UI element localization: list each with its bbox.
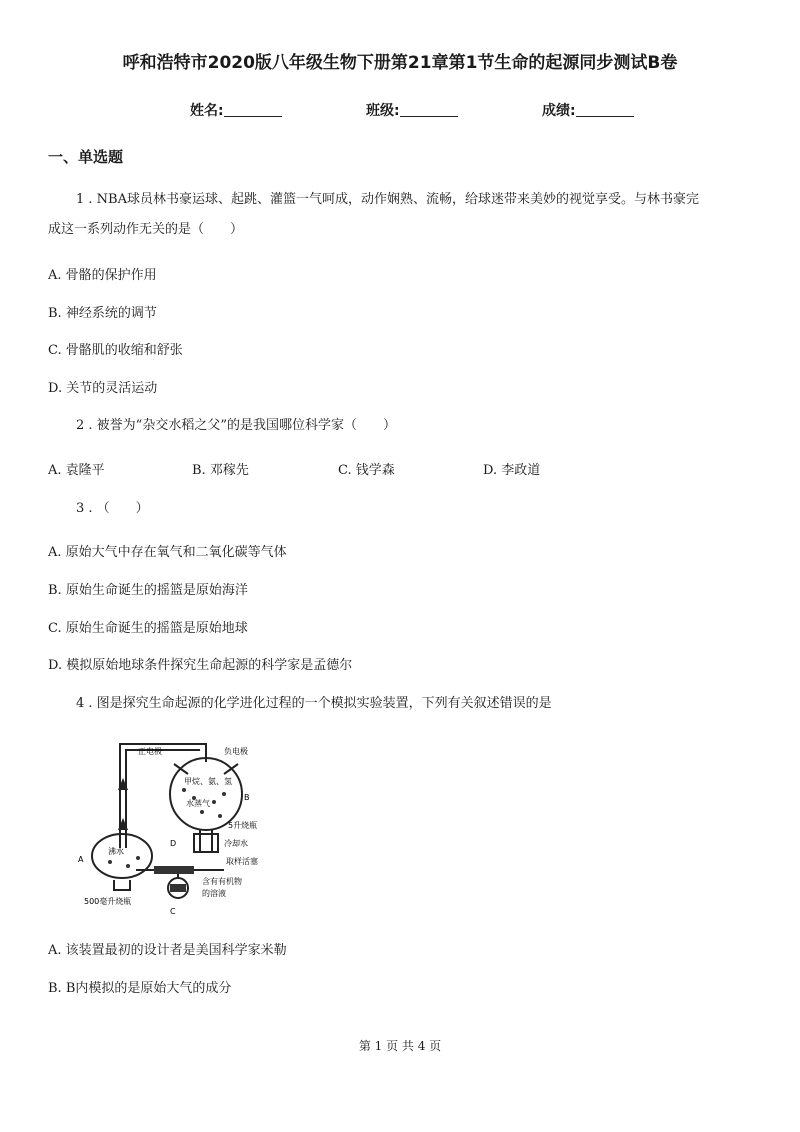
label-flask-500ml: 500毫升烧瓶: [84, 897, 132, 906]
apparatus-drawing: [74, 738, 304, 918]
question-2-option-b: B. 邓稼先: [192, 463, 249, 478]
section-heading: 一、单选题: [48, 148, 124, 166]
class-field: [366, 100, 458, 120]
question-1-option-a: A. 骨骼的保护作用: [48, 268, 157, 283]
question-2-option-c: C. 钱学森: [338, 463, 395, 478]
question-4-option-a: A. 该装置最初的设计者是美国科学家米勒: [48, 943, 287, 958]
label-gases: 甲烷、氨、氢: [184, 777, 232, 786]
question-1-stem-line1: 1 . NBA球员林书豪运球、起跳、灌篮一气呵成，动作娴熟、流畅，给球迷带来美妙的视觉享受。与林书豪完: [76, 192, 699, 207]
label-sampling-valve: 取样活塞: [226, 857, 258, 866]
label-cooling-water: 冷却水: [224, 839, 248, 848]
label-b: B: [244, 793, 250, 802]
question-1-option-d: D. 关节的灵活运动: [48, 381, 158, 396]
class-label: 班级:: [366, 103, 400, 119]
question-2-option-d: D. 李政道: [483, 463, 541, 478]
question-2-stem: 2 . 被誉为“杂交水稻之父”的是我国哪位科学家（ ）: [76, 418, 396, 433]
question-3-option-d: D. 模拟原始地球条件探究生命起源的科学家是孟德尔: [48, 658, 353, 673]
question-3-option-c: C. 原始生命诞生的摇篮是原始地球: [48, 621, 248, 636]
question-4-option-b: B. B内模拟的是原始大气的成分: [48, 981, 232, 996]
score-blank: [576, 102, 634, 117]
name-field: [190, 100, 282, 120]
miller-experiment-diagram: [74, 738, 304, 918]
score-label: 成绩:: [542, 103, 576, 119]
question-2-option-a: A. 袁隆平: [48, 463, 105, 478]
label-water-vapor: 水蒸气: [186, 799, 210, 808]
question-4-stem: 4 . 图是探究生命起源的化学进化过程的一个模拟实验装置，下列有关叙述错误的是: [76, 696, 552, 711]
label-organic-solution-1: 含有有机物: [202, 877, 242, 886]
question-1-option-b: B. 神经系统的调节: [48, 306, 157, 321]
question-3-option-a: A. 原始大气中存在氧气和二氧化碳等气体: [48, 545, 287, 560]
question-3-option-b: B. 原始生命诞生的摇篮是原始海洋: [48, 583, 248, 598]
question-3-stem: 3 . （ ）: [76, 501, 149, 516]
label-boiling-water: 沸水: [108, 847, 124, 856]
label-neg-electrode: 负电极: [224, 747, 248, 756]
class-blank: [400, 102, 458, 117]
name-label: 姓名:: [190, 103, 224, 119]
label-a: A: [78, 855, 84, 864]
label-pos-electrode: 正电极: [138, 747, 162, 756]
label-flask-5l: 5升烧瓶: [228, 821, 258, 830]
page-title: 呼和浩特市2020版八年级生物下册第21章第1节生命的起源同步测试B卷: [122, 53, 678, 73]
question-1-option-c: C. 骨骼肌的收缩和舒张: [48, 343, 183, 358]
score-field: [542, 100, 634, 120]
flask-a: [92, 834, 152, 878]
label-organic-solution-2: 的溶液: [202, 889, 226, 898]
label-c: C: [170, 907, 176, 916]
label-d: D: [170, 839, 177, 848]
page-footer: 第 1 页 共 4 页: [358, 1039, 442, 1053]
name-blank: [224, 102, 282, 117]
question-1-stem-line2: 成这一系列动作无关的是（ ）: [48, 222, 244, 237]
